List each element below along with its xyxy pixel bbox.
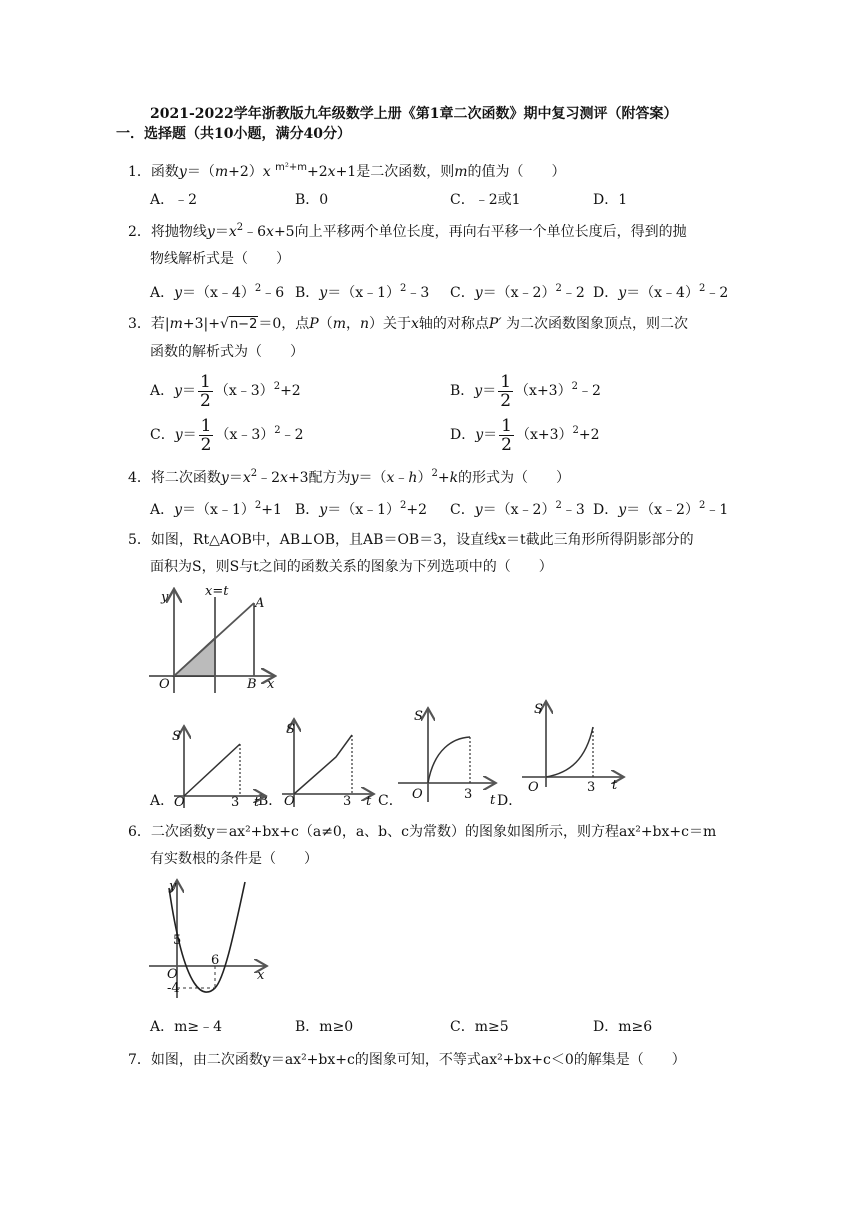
question-5: 5．如图，Rt△AOB中，AB⊥OB，且AB＝OB＝3，设直线x＝t截此三角形所得阴影部分的 [128, 532, 694, 548]
question-1: 1．函数y＝（m+2）x $^{m^2+m}$+2x+1是二次函数，则m的值为（ ） [128, 162, 566, 180]
svg-text:O: O [528, 780, 539, 795]
q3-option-d: D．y＝ $\frac{1}{2}$ $(x+3)^2+2$ [450, 415, 600, 455]
q5-graph-d [518, 697, 628, 795]
svg-text:S: S [534, 702, 543, 717]
q5-graph-b [276, 715, 376, 807]
question-4: 4．将二次函数$y=x^2﹣2x+3$配方为y＝（x﹣h）$^2$+k的形式为（ ） [128, 468, 571, 486]
q4-option-b: B．y＝（x﹣1）$^2$+2 [295, 500, 428, 518]
svg-text:6: 6 [211, 953, 220, 968]
section-heading: 一．选择题（共10小题，满分40分） [116, 126, 351, 142]
q5-option-a-label: A． [150, 793, 175, 809]
q2-option-d: D．y＝（x﹣4）$^2$﹣2 [593, 283, 729, 301]
svg-text:O: O [284, 794, 295, 809]
q4-option-c: C．y＝（x﹣2）$^2$﹣3 [450, 500, 585, 518]
svg-text:x: x [257, 968, 265, 983]
label-x: x [267, 677, 275, 692]
question-2: 2．将抛物线$y=x^2﹣6x+5$向上平移两个单位长度，再向右平移一个单位长度后，得到的抛 [128, 222, 687, 240]
question-6: 6．二次函数y＝ax²+bx+c（a≠0，a、b、c为常数）的图象如图所示，则方程ax²+bx+c＝m [128, 824, 717, 840]
q3-option-c: C．y＝ $\frac{1}{2}$ （x﹣3）$^2$﹣2 [150, 415, 304, 455]
q5-option-d-label: D． [497, 793, 523, 809]
svg-text:S: S [172, 729, 181, 744]
sqrt-expression: n−2 [229, 317, 258, 332]
svg-text:y: y [169, 879, 177, 894]
svg-text:3: 3 [343, 794, 352, 809]
q5-graph-a [168, 722, 268, 808]
svg-text:3: 3 [587, 780, 596, 795]
q4-option-a: A．y＝（x﹣1）$^2$+1 [150, 500, 282, 518]
q5-graph-c [398, 704, 498, 808]
svg-text:-4: -4 [167, 981, 180, 996]
page-title: 2021-2022学年浙教版九年级数学上册《第1章二次函数》期中复习测评（附答案） [150, 106, 678, 122]
q3-option-b: B．y＝ $\frac{1}{2}$ $(x+3)^2﹣2$ [450, 371, 601, 411]
question-number: 1． [128, 164, 151, 180]
svg-text:5: 5 [173, 933, 182, 948]
svg-text:3: 3 [231, 795, 240, 810]
label-a: A [255, 596, 265, 611]
q6-option-d: D．m≥6 [593, 1019, 653, 1035]
q6-option-c: C．m≥5 [450, 1019, 509, 1035]
svg-text:t: t [490, 793, 496, 808]
svg-text:S: S [414, 709, 423, 724]
label-b: B [247, 677, 257, 692]
label-o: O [159, 677, 170, 692]
q1-option-c: C．﹣2或1 [450, 192, 521, 208]
q6-option-b: B．m≥0 [295, 1019, 354, 1035]
question-3-line-2: 函数的解析式为（ ） [150, 344, 304, 360]
q1-option-d: D．1 [593, 192, 628, 208]
q1-option-b: B．0 [295, 192, 329, 208]
question-6-line-2: 有实数根的条件是（ ） [150, 851, 318, 867]
svg-text:O: O [412, 787, 423, 802]
svg-text:t: t [612, 778, 618, 793]
question-2-line-2: 物线解析式是（ ） [150, 251, 290, 267]
svg-text:S: S [286, 722, 295, 737]
svg-text:3: 3 [464, 787, 473, 802]
svg-text:t: t [366, 794, 372, 809]
svg-text:O: O [167, 967, 178, 982]
q5-triangle-figure [145, 585, 280, 695]
question-7: 7．如图，由二次函数y＝ax²+bx+c的图象可知，不等式ax²+bx+c＜0的解集是（ ） [128, 1052, 686, 1068]
q1-option-a: A．﹣2 [150, 192, 198, 208]
q6-option-a: A．m≥﹣4 [150, 1019, 223, 1035]
svg-text:O: O [174, 795, 185, 810]
question-3: 3．若|m+3|+√n−2＝0，点P（m，n）关于x轴的对称点P′ 为二次函数图象顶点，则二次 [128, 316, 688, 332]
q3-option-a: A．y＝ $\frac{1}{2}$ （x﹣3）$^2$+2 [150, 371, 301, 411]
label-x-eq-t: x=t [205, 584, 229, 599]
label-y: y [161, 590, 169, 605]
question-5-line-2: 面积为S，则S与t之间的函数关系的图象为下列选项中的（ ） [150, 559, 553, 575]
q2-option-b: B．y＝（x﹣1）$^2$﹣3 [295, 283, 430, 301]
q2-option-c: C．y＝（x﹣2）$^2$﹣2 [450, 283, 585, 301]
q5-option-b-label: B． [258, 793, 283, 809]
q6-parabola-figure [145, 878, 270, 1003]
q4-option-d: D．y＝（x﹣2）$^2$﹣1 [593, 500, 729, 518]
svg-text:t: t [254, 795, 260, 810]
q5-option-c-label: C． [378, 793, 403, 809]
q2-option-a: A．y＝（x﹣4）$^2$﹣6 [150, 283, 285, 301]
